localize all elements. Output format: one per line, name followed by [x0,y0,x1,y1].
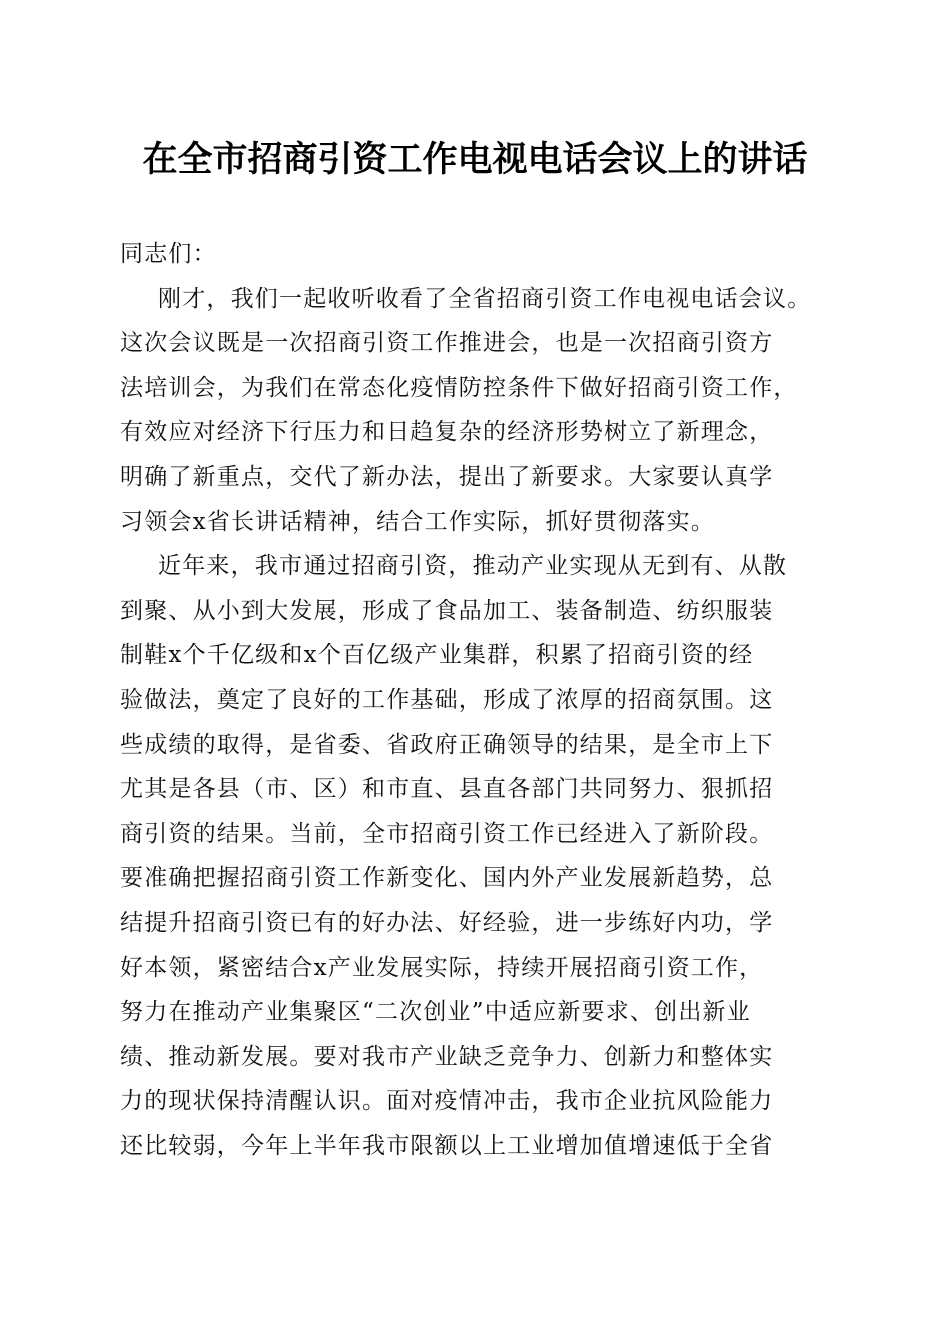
paragraph-line: 商引资的结果。当前，全市招商引资工作已经进入了新阶段。 [120,820,774,847]
paragraph-line: 尤其是各县（市、区）和市直、县直各部门共同努力、狠抓招 [120,776,774,803]
paragraph-1 [120,277,840,545]
paragraph-2 [120,544,840,1168]
paragraph-line: 还比较弱，今年上半年我市限额以上工业增加值增速低于全省 [120,1132,774,1159]
paragraph-line: 习领会x省长讲话精神，结合工作实际，抓好贯彻落实。 [120,508,715,535]
paragraph-line: 些成绩的取得，是省委、省政府正确领导的结果，是全市上下 [120,731,774,758]
paragraph-line: 近年来，我市通过招商引资，推动产业实现从无到有、从散 [158,553,788,580]
paragraph-line: 验做法，奠定了良好的工作基础，形成了浓厚的招商氛围。这 [120,686,774,713]
paragraph-line: 这次会议既是一次招商引资工作推进会，也是一次招商引资方 [120,330,774,357]
paragraph-line: 刚才，我们一起收听收看了全省招商引资工作电视电话会议。 [158,285,812,312]
paragraph-line: 努力在推动产业集聚区“二次创业”中适应新要求、创出新业 [120,999,751,1026]
paragraph-line: 法培训会，为我们在常态化疫情防控条件下做好招商引资工作， [120,374,798,401]
paragraph-line: 结提升招商引资已有的好办法、好经验，进一步练好内功，学 [120,909,774,936]
paragraph-line: 绩、推动新发展。要对我市产业缺乏竞争力、创新力和整体实 [120,1043,774,1070]
salutation: 同志们： [120,241,217,267]
document-body [120,232,840,1168]
document-title: 在全市招商引资工作电视电话会议上的讲话 [142,139,808,180]
paragraph-line: 有效应对经济下行压力和日趋复杂的经济形势树立了新理念， [120,419,774,446]
paragraph-line: 到聚、从小到大发展，形成了食品加工、装备制造、纺织服装 [120,597,774,624]
paragraph-line: 要准确把握招商引资工作新变化、国内外产业发展新趋势，总 [120,865,774,892]
paragraph-line: 好本领，紧密结合x产业发展实际，持续开展招商引资工作， [120,954,764,981]
paragraph-line: 制鞋x个千亿级和x个百亿级产业集群，积累了招商引资的经 [120,642,754,669]
paragraph-line: 力的现状保持清醒认识。面对疫情冲击，我市企业抗风险能力 [120,1088,774,1115]
paragraph-line: 明确了新重点，交代了新办法，提出了新要求。大家要认真学 [120,463,774,490]
